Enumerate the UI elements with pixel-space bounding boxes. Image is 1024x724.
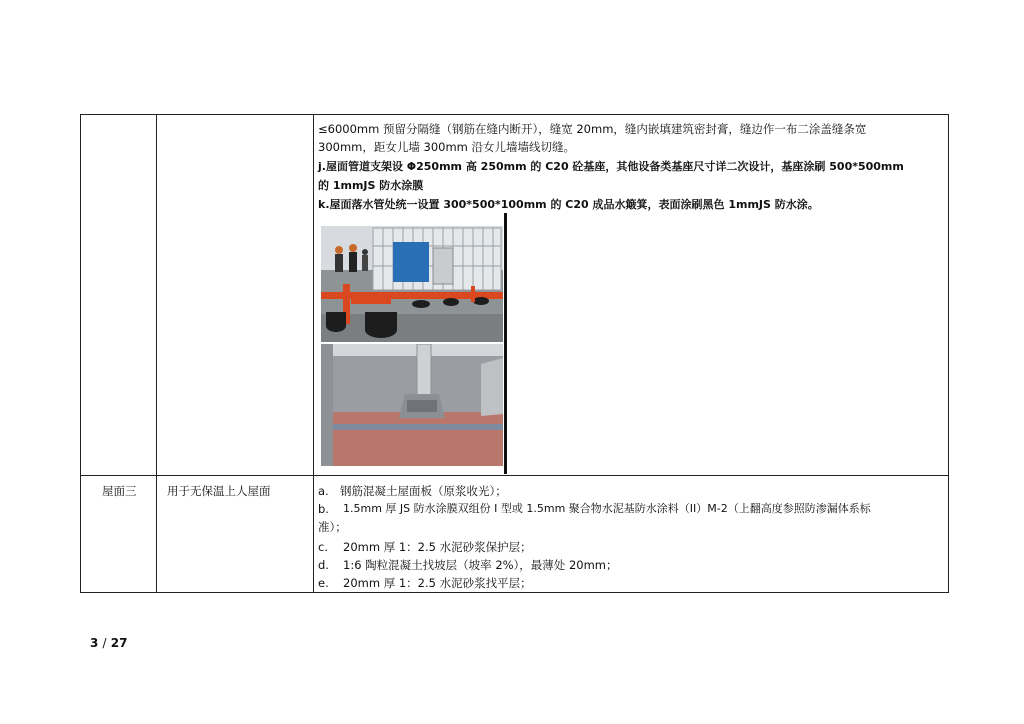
drain-scupper-photo xyxy=(321,344,503,466)
page-total: 27 xyxy=(110,636,128,650)
item-letter-e: e. xyxy=(318,576,329,590)
spec-line-1: ≤6000mm 预留分隔缝（钢筋在缝内断开），缝宽 20mm，缝内嵌填建筑密封膏，缝边作一布二涂盖缝条宽 xyxy=(318,122,867,136)
spec-item-j-line-2: 的 1mmJS 防水涂膜 xyxy=(318,179,424,192)
page-current: 3 xyxy=(90,636,99,650)
item-text-c: 20mm 厚 1：2.5 水泥砂浆保护层； xyxy=(343,540,532,554)
table-right-border xyxy=(948,114,949,593)
table-bottom-border xyxy=(80,592,949,593)
table-top-border xyxy=(80,114,949,115)
roof-type-name: 屋面三 xyxy=(102,484,137,498)
item-text-b-cont: 准）； xyxy=(318,520,347,534)
item-letter-d: d. xyxy=(318,558,329,572)
roof-type-usage: 用于无保温上人屋面 xyxy=(167,484,271,498)
spec-item-k: k.屋面落水管处统一设置 300*500*100mm 的 C20 成品水簸箕，表面涂刷黑色 1mmJS 防水涂。 xyxy=(318,198,819,211)
image-divider-line xyxy=(504,213,507,474)
pipe-support-photo xyxy=(321,226,503,342)
page-separator: / xyxy=(102,636,107,650)
item-text-a: 钢筋混凝土屋面板（原浆收光）； xyxy=(340,484,507,498)
item-letter-b: b. xyxy=(318,502,329,516)
item-letter-a: a. xyxy=(318,484,329,498)
item-letter-c: c. xyxy=(318,540,328,554)
table-left-border xyxy=(80,114,81,593)
item-text-b: 1.5mm 厚 JS 防水涂膜双组份 I 型或 1.5mm 聚合物水泥基防水涂料（II）M-2（上翻高度参照防渗漏体系标 xyxy=(343,502,871,515)
item-text-e: 20mm 厚 1：2.5 水泥砂浆找平层； xyxy=(343,576,532,590)
page-number xyxy=(90,636,127,650)
table-col-divider-1 xyxy=(156,114,157,593)
table-col-divider-2 xyxy=(313,114,314,593)
item-text-d: 1:6 陶粒混凝土找坡层（坡率 2%），最薄处 20mm； xyxy=(343,558,618,572)
table-row-divider xyxy=(80,475,949,476)
spec-item-j-line-1: j.屋面管道支架设 Φ250mm 高 250mm 的 C20 砼基座，其他设备类基座尺寸详二次设计，基座涂刷 500*500mm xyxy=(318,160,904,173)
spec-line-2: 300mm，距女儿墙 300mm 沿女儿墙墙线切缝。 xyxy=(318,140,576,154)
